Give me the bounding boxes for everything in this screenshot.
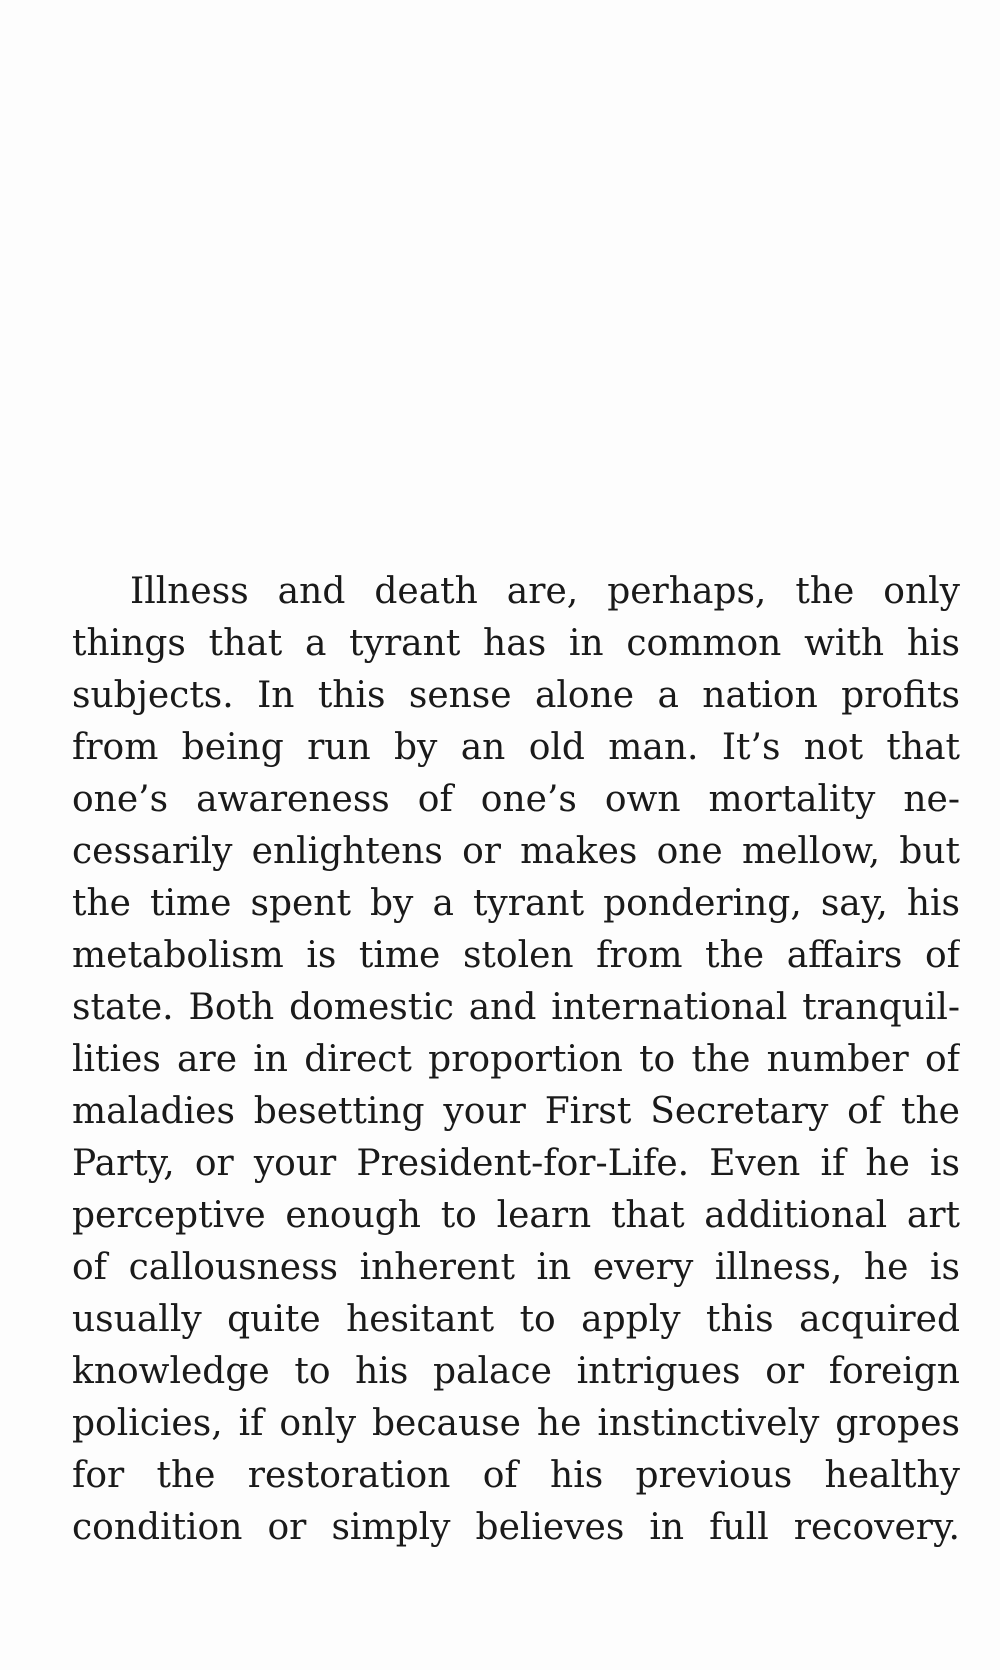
paragraph-line: usually quite hesitant to apply this acquired — [72, 1299, 960, 1340]
paragraph-line: Illness and death are, perhaps, the only — [130, 571, 960, 612]
paragraph-line: perceptive enough to learn that additional art — [72, 1195, 960, 1236]
paragraph-line: maladies besetting your First Secretary of the — [72, 1091, 960, 1132]
paragraph-line: things that a tyrant has in common with his — [72, 623, 960, 664]
paragraph-line: of callousness inherent in every illness, he is — [72, 1247, 960, 1288]
paragraph-line: Party, or your President-for-Life. Even if he is — [72, 1143, 960, 1184]
paragraph-line: knowledge to his palace intrigues or foreign — [72, 1351, 960, 1392]
paragraph-line: state. Both domestic and international tranquil- — [72, 987, 960, 1028]
paragraph-line: condition or simply believes in full recovery. — [72, 1507, 960, 1548]
paragraph-line: policies, if only because he instinctively gropes — [72, 1403, 960, 1444]
paragraph-line: the time spent by a tyrant pondering, say, his — [72, 883, 960, 924]
paragraph-line: cessarily enlightens or makes one mellow, but — [72, 831, 960, 872]
paragraph-line: for the restoration of his previous healthy — [72, 1455, 960, 1496]
body-paragraph — [72, 566, 960, 1554]
paragraph-line: metabolism is time stolen from the affairs of — [72, 935, 960, 976]
paragraph-line: from being run by an old man. It’s not that — [72, 727, 960, 768]
paragraph-line: lities are in direct proportion to the number of — [72, 1039, 960, 1080]
paragraph-line: one’s awareness of one’s own mortality ne- — [72, 779, 960, 820]
paragraph-line: subjects. In this sense alone a nation profits — [72, 675, 960, 716]
